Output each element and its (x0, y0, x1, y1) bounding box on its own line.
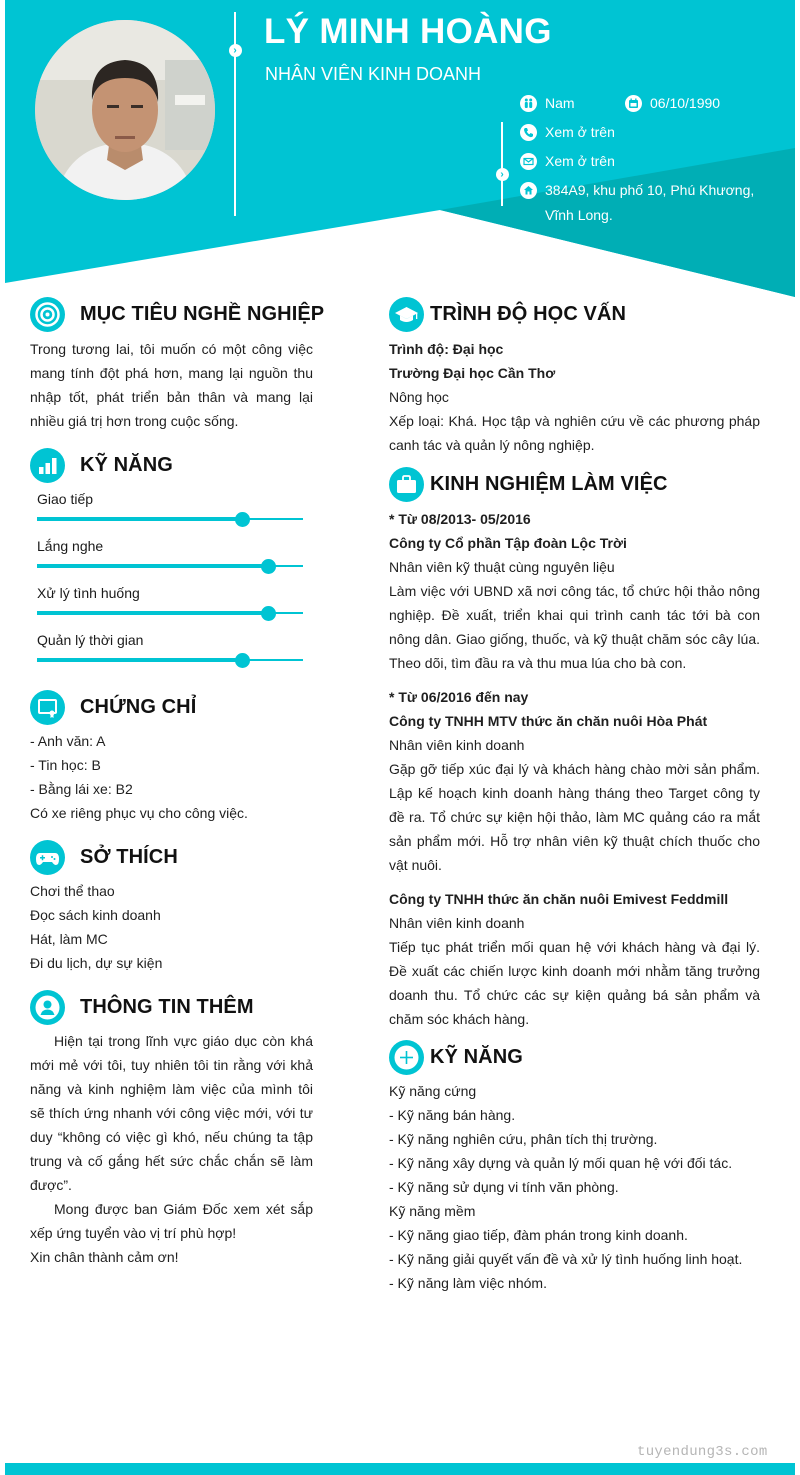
job-position: Nhân viên kinh doanh (389, 737, 525, 753)
hobbies-section (30, 839, 313, 975)
certificates-title: CHỨNG CHỈ (80, 695, 197, 718)
user-circle-icon (30, 990, 65, 1025)
candidate-job-title: NHÂN VIÊN KINH DOANH (265, 64, 482, 84)
home-icon (520, 182, 537, 199)
email-info (520, 149, 615, 174)
closing-text: Xin chân thành cảm ơn! (30, 1249, 179, 1265)
cv-header (0, 0, 800, 300)
skill-item: - Kỹ năng làm việc nhóm. (389, 1275, 547, 1291)
candidate-name: LÝ MINH HOÀNG (264, 12, 552, 51)
school-name: Trường Đại học Cần Thơ (389, 365, 556, 381)
skill-group-label: Kỹ năng mềm (389, 1203, 476, 1219)
skill-bar (30, 628, 313, 675)
certificate-item: - Anh văn: A (30, 733, 106, 749)
phone-icon (520, 124, 537, 141)
education-level: Trình độ: Đại học (389, 341, 504, 357)
hobby-item: Đi du lịch, dự sự kiện (30, 955, 163, 971)
skill-label: Xử lý tình huống (37, 585, 140, 601)
birthday-value: 06/10/1990 (650, 95, 721, 111)
company-name: Công ty TNHH MTV thức ăn chăn nuôi Hòa Phát (389, 713, 708, 729)
skills-detail-title: KỸ NĂNG (430, 1045, 523, 1068)
person-photo-icon (35, 20, 215, 200)
address-line-2: Vĩnh Long. (545, 207, 613, 223)
skill-bar (30, 581, 313, 628)
more-info-paragraph-1: Hiện tại trong lĩnh vực giáo dục còn khá mới mẻ với tôi, tuy nhiên tôi tin rằng với khả năng và kinh nghiệm làm việc của mình tôi sẽ thích ứng nhanh với công việc mới, với tư duy “không có việc gì khó, nếu chúng ta tập trung và cố gắng hết sức chắc chắn sẽ làm được”. (30, 1033, 313, 1193)
graduation-cap-icon (389, 297, 424, 332)
skill-item: - Kỹ năng giao tiếp, đàm phán trong kinh doanh. (389, 1227, 688, 1243)
job-description: Gặp gỡ tiếp xúc đại lý và khách hàng chào mời sản phẩm. Lập kế hoạch kinh doanh hàng tháng theo Target công ty đề ra. Tổ chức sự kiện hội thảo, làm MC quảng cáo ra mắt sản phẩm mới. Hỗ trợ nhân viên kỹ thuật chích thuốc cho vật nuôi. (389, 761, 760, 873)
more-info-title: THÔNG TIN THÊM (80, 995, 254, 1018)
job-period: * Từ 06/2016 đến nay (389, 689, 529, 705)
address-info (520, 178, 754, 228)
job-description: Làm việc với UBND xã nơi công tác, tổ chức hội thảo nông nghiệp. Đề xuất, triển khai qui trình canh tác tới bà con nông dân. Giao giống, thuốc, và kỹ thuật chăm sóc cây lúa. Theo dõi, tìm đầu ra và thu mua lúa cho bà con. (389, 583, 760, 671)
job-entry (389, 507, 760, 675)
gender-value: Nam (545, 95, 575, 111)
contact-divider-line (501, 122, 503, 206)
job-position: Nhân viên kinh doanh (389, 915, 525, 931)
header-divider-line (234, 12, 236, 216)
skill-level-knob (235, 653, 250, 668)
certificate-item: - Tin học: B (30, 757, 101, 773)
avatar (35, 20, 215, 200)
chevron-right-icon: › (496, 168, 509, 181)
skill-item: - Kỹ năng sử dụng vi tính văn phòng. (389, 1179, 619, 1195)
mail-icon (520, 153, 537, 170)
phone-value: Xem ở trên (545, 124, 615, 140)
hobbies-list (30, 879, 313, 975)
birthday-info (625, 91, 720, 116)
chevron-right-icon: › (229, 44, 242, 57)
company-name: Công ty TNHH thức ăn chăn nuôi Emivest Feddmill (389, 891, 729, 907)
skill-level-knob (261, 606, 276, 621)
certificate-item: Có xe riêng phục vụ cho công việc. (30, 805, 248, 821)
skill-bar (30, 487, 313, 534)
certificates-list (30, 729, 313, 825)
objective-section (30, 296, 325, 433)
hobby-item: Đọc sách kinh doanh (30, 907, 161, 923)
skill-label: Lắng nghe (37, 538, 104, 554)
watermark: tuyendung3s.com (637, 1444, 768, 1460)
skills-title: KỸ NĂNG (80, 453, 173, 476)
skill-item: - Kỹ năng xây dựng và quản lý mối quan hệ với đối tác. (389, 1155, 733, 1171)
address-line-1: 384A9, khu phố 10, Phú Khương, (545, 182, 755, 198)
job-period: * Từ 08/2013- 05/2016 (389, 511, 531, 527)
certificates-section (30, 689, 313, 825)
education-description: Xếp loại: Khá. Học tập và nghiên cứu về các phương pháp canh tác và quản lý nông nghiệp. (389, 413, 760, 453)
skill-item: - Kỹ năng bán hàng. (389, 1107, 516, 1123)
hobby-item: Hát, làm MC (30, 931, 108, 947)
briefcase-icon (389, 467, 424, 502)
job-position: Nhân viên kỹ thuật cùng nguyên liệu (389, 559, 615, 575)
target-icon (30, 297, 65, 332)
phone-info (520, 120, 615, 145)
skill-level-knob (261, 559, 276, 574)
bar-chart-icon (30, 448, 65, 483)
objective-title: MỤC TIÊU NGHỀ NGHIỆP (80, 302, 325, 325)
job-entry (389, 685, 760, 877)
major: Nông học (389, 389, 449, 405)
more-info-section (30, 989, 313, 1269)
job-description: Tiếp tục phát triển mối quan hệ với khách hàng và đại lý. Đề xuất các chiến lược kinh doanh mới nhằm tăng trưởng doanh thu. Tổ chức các sự kiện quảng bá sản phẩm và chăm sóc khách hàng. (389, 939, 760, 1027)
experience-title: KINH NGHIỆM LÀM VIỆC (430, 472, 668, 495)
skill-label: Giao tiếp (37, 491, 94, 507)
job-entry (389, 887, 760, 1031)
experience-section (389, 466, 760, 1031)
skill-item: - Kỹ năng giải quyết vấn đề và xử lý tình huống linh hoạt. (389, 1251, 743, 1267)
skill-group-label: Kỹ năng cứng (389, 1083, 477, 1099)
skill-item: - Kỹ năng nghiên cứu, phân tích thị trường. (389, 1131, 658, 1147)
email-value: Xem ở trên (545, 153, 615, 169)
skills-detail-list (389, 1079, 760, 1295)
hobby-item: Chơi thể thao (30, 883, 115, 899)
gender-info (520, 91, 575, 116)
skills-detail-section (389, 1039, 760, 1295)
certificate-icon (30, 690, 65, 725)
plus-circle-icon (389, 1040, 424, 1075)
more-info-paragraph-2: Mong được ban Giám Đốc xem xét sắp xếp ứng tuyển vào vị trí phù hợp! (30, 1201, 313, 1241)
footer-bar (5, 1463, 795, 1475)
skill-label: Quản lý thời gian (37, 632, 144, 648)
gender-icon (520, 95, 537, 112)
calendar-icon (625, 95, 642, 112)
objective-text: Trong tương lai, tôi muốn có một công việc mang tính đột phá hơn, mang lại nguồn thu nhập tốt, phát triển bản thân và mang lại nhiều giá trị hơn trong cuộc sống. (30, 341, 313, 429)
gamepad-icon (30, 840, 65, 875)
skill-bars (30, 487, 313, 675)
skills-section (30, 447, 313, 675)
hobbies-title: SỞ THÍCH (80, 845, 178, 868)
skill-bar (30, 534, 313, 581)
education-section (389, 296, 760, 457)
certificate-item: - Bằng lái xe: B2 (30, 781, 133, 797)
skill-level-knob (235, 512, 250, 527)
education-title: TRÌNH ĐỘ HỌC VẤN (430, 302, 627, 325)
company-name: Công ty Cổ phần Tập đoàn Lộc Trời (389, 535, 627, 551)
